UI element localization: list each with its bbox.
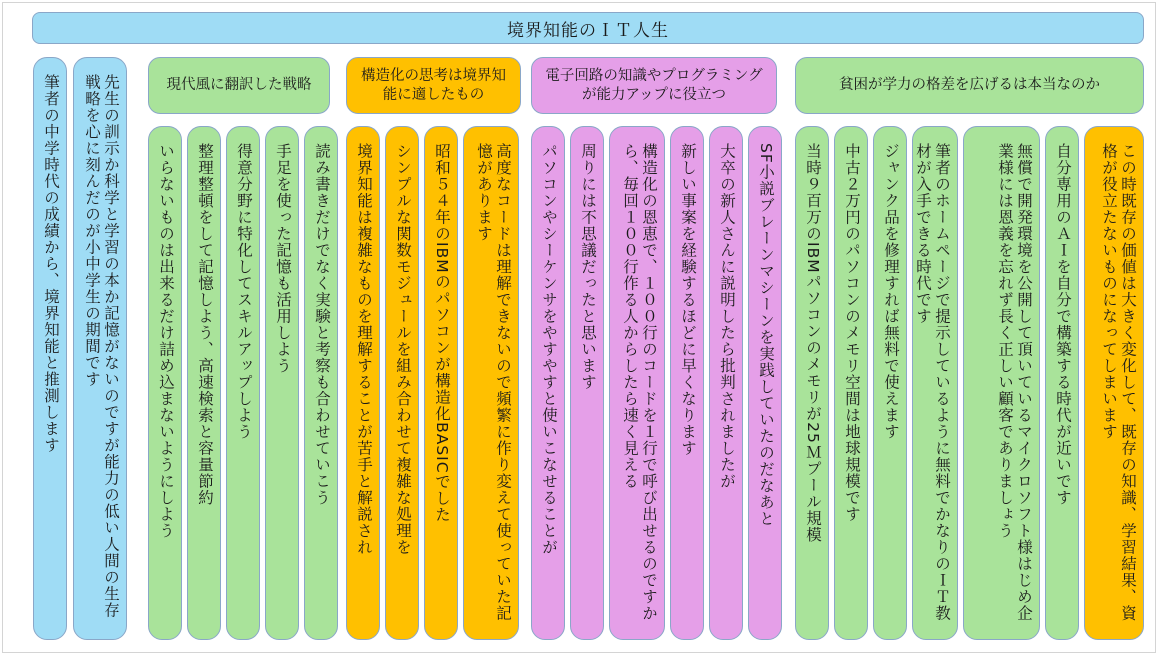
poverty-item-3: ジャンク品を修理すれば無料で使えます (873, 126, 907, 640)
electronics-item-3: 構造化の恩恵で、１００行のコードを１行で呼び出せるのですから、毎回１００行作る人からしたら速く見える (609, 126, 665, 640)
group-header-strategy: 現代風に翻訳した戦略 (148, 57, 330, 114)
electronics-item-6: SF小説ブレーンマシーンを実践していたのだなあと (748, 126, 782, 640)
group-header-poverty: 貧困が学力の格差を広げるは本当なのか (795, 57, 1144, 114)
structured-item-1: 境界知能は複雑なものを理解することが苦手と解説され (346, 126, 380, 640)
poverty-item-6: 自分専用のＡＩを自分で構築する時代が近いです (1045, 126, 1079, 640)
strategy-item-2: 整理整頓をして記憶しよう、高速検索と容量節約 (187, 126, 221, 640)
strategy-item-4: 手足を使った記憶も活用しよう (265, 126, 299, 640)
poverty-item-5: 無償で開発環境を公開して頂いているマイクロソフト様はじめ企業様には恩義を忘れず長く正しい顧客でありましょう (963, 126, 1040, 640)
strategy-item-5: 読み書きだけでなく実験と考察も合わせていこう (304, 126, 338, 640)
group-header-electronics: 電子回路の知識やプログラミングが能力アップに役立つ (531, 57, 777, 114)
intro-box-1: 筆者の中学時代の成績から、境界知能と推測します (33, 57, 67, 640)
poverty-item-7: この時既存の価値は大きく変化して、既存の知識、学習結果、資格が役立たないものになってしまいます (1084, 126, 1144, 640)
poverty-item-4: 筆者のホームページで提示しているように無料でかなりのＩＴ教材が入手できる時代です (912, 126, 958, 640)
structured-item-2: シンプルな関数モジュールを組み合わせて複雑な処理を (385, 126, 419, 640)
electronics-item-5: 大卒の新人さんに説明したら批判されましたが (709, 126, 743, 640)
electronics-item-4: 新しい事案を経験するほどに早くなります (670, 126, 704, 640)
group-header-structured-thinking: 構造化の思考は境界知能に適したもの (346, 57, 521, 114)
electronics-item-2: 周りには不思議だったと思います (570, 126, 604, 640)
intro-box-2: 先生の訓示か科学と学習の本か記憶がないのですが能力の低い人間の生存戦略を心に刻んだのが小中学生の期間です (73, 57, 127, 640)
electronics-item-1: パソコンやシーケンサをやすやすと使いこなせることが (531, 126, 565, 640)
poverty-item-2: 中古２万円のパソコンのメモリ空間は地球規模です (834, 126, 868, 640)
poverty-item-1: 当時９百万のIBMパソコンのメモリが25Ｍプール規模 (795, 126, 829, 640)
diagram-title: 境界知能のＩＴ人生 (32, 12, 1144, 44)
strategy-item-3: 得意分野に特化してスキルアップしよう (226, 126, 260, 640)
structured-item-3: 昭和５４年のIBMのパソコンが構造化BASICでした (424, 126, 458, 640)
diagram-frame (2, 2, 1156, 653)
strategy-item-1: いらないものは出来るだけ詰め込まないようにしよう (148, 126, 182, 640)
structured-item-4: 高度なコードは理解できないので頻繁に作り変えて使っていた記憶があります (463, 126, 519, 640)
